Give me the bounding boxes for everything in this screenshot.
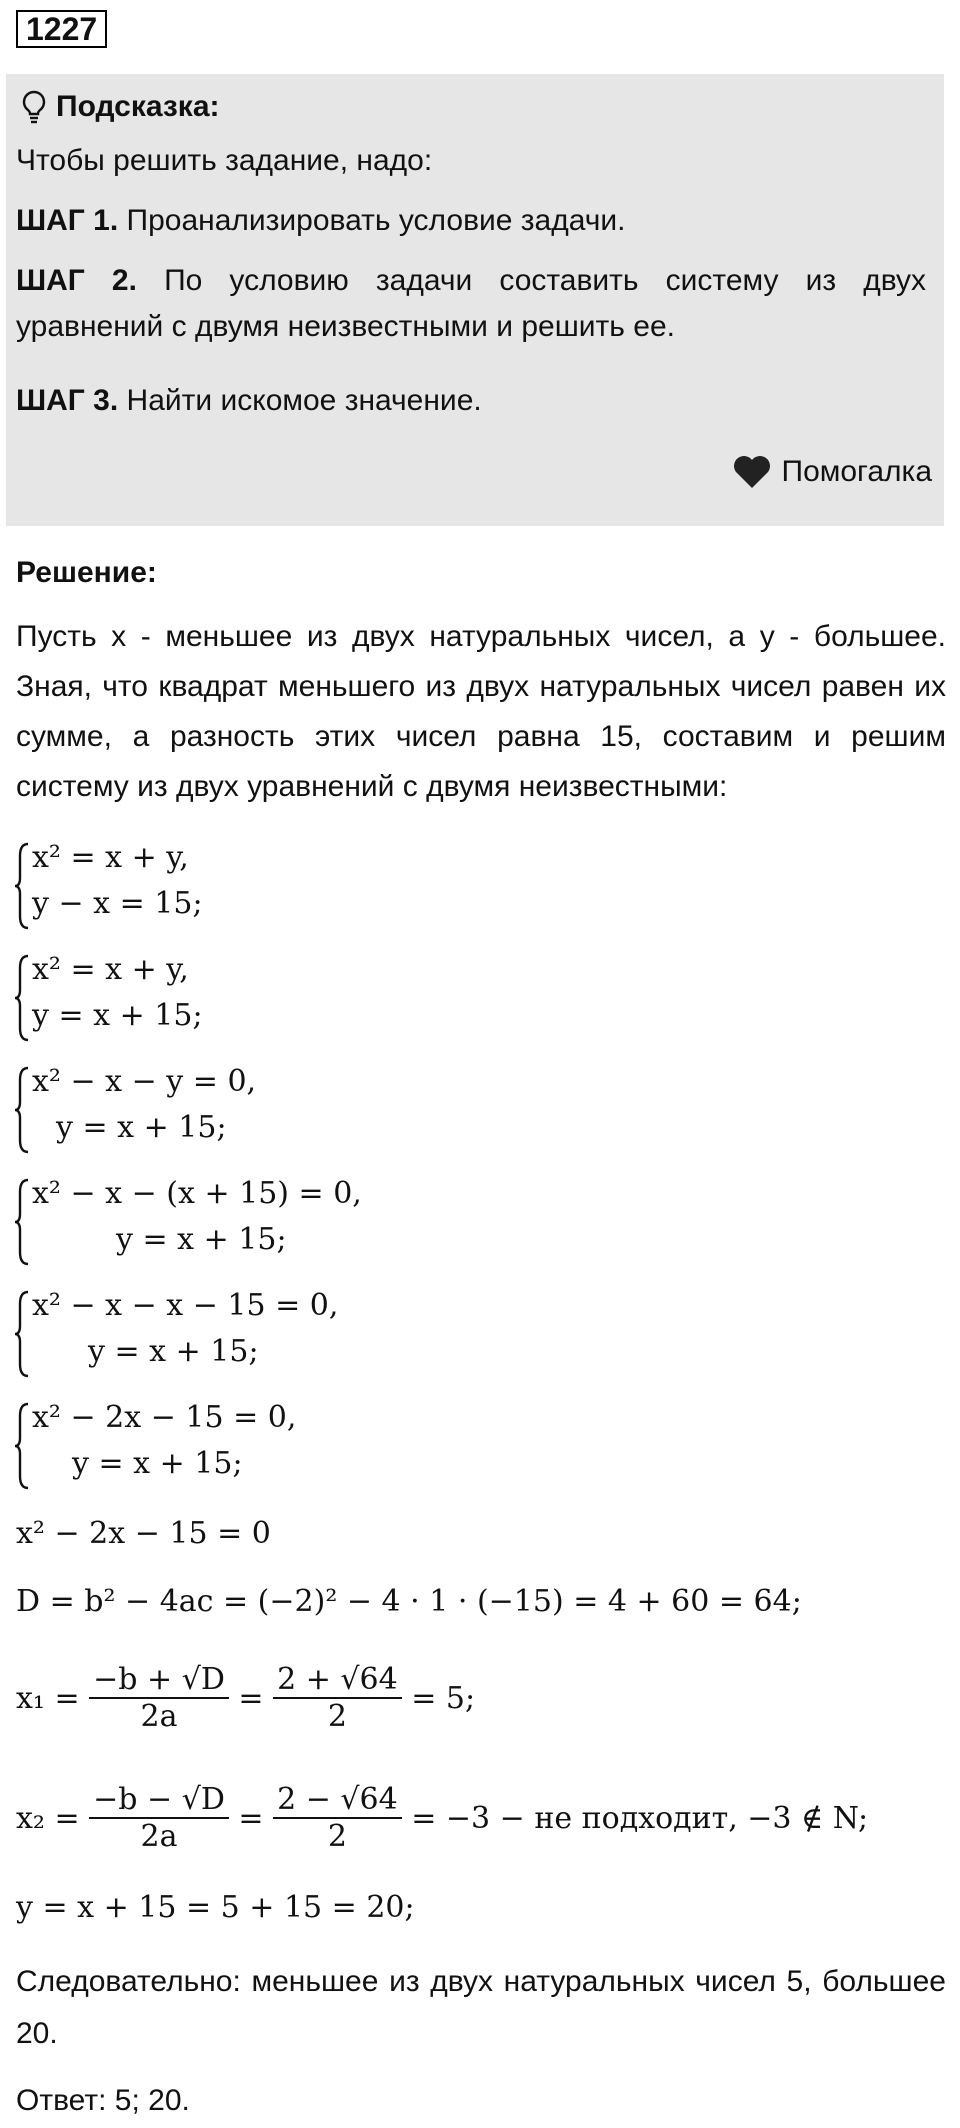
- brace-icon: [14, 1064, 30, 1156]
- task-number: 1227: [16, 10, 107, 48]
- system-line-1: x² = x + y,: [32, 952, 189, 987]
- denominator: 2a: [140, 1699, 178, 1734]
- discriminant-line: D = b² − 4ac = (−2)² − 4 · 1 · (−15) = 4 + 60 = 64;: [16, 1584, 802, 1619]
- numerator: −b + √D: [89, 1662, 229, 1699]
- solution-intro: Пусть x - меньшее из двух натуральных чисел, а y - большее. Зная, что квадрат меньшего из двух натуральных чисел равен их сумме, а разность этих чисел равна 15, составим и решим систему из двух уравнений с двумя неизвестными:: [16, 620, 946, 803]
- denominator: 2: [327, 1819, 347, 1854]
- x1-value-fraction: [273, 1662, 402, 1734]
- hint-step-2: [16, 258, 926, 350]
- step-label: ШАГ 1.: [16, 204, 119, 237]
- system-line-1: x² − x − (x + 15) = 0,: [32, 1176, 362, 1211]
- x1-result: = 5;: [411, 1680, 476, 1716]
- brace-icon: [14, 840, 30, 932]
- hint-box: [6, 74, 944, 526]
- x2-line: x₂ = $\frac{-b - √D}{2a}$ = $\frac{2 - √64}{2}$ = −3 − не подходит, −3 ∉ N;: [16, 1782, 869, 1854]
- quadratic-equation: x² − 2x − 15 = 0: [16, 1516, 271, 1551]
- x1-lhs: x₁ =: [16, 1680, 80, 1716]
- system-line-2: y = x + 15;: [72, 1446, 243, 1481]
- step-text: Проанализировать условие задачи.: [126, 204, 626, 237]
- hint-step-3: [16, 378, 926, 424]
- denominator: 2a: [140, 1819, 178, 1854]
- system-line-1: x² = x + y,: [32, 840, 189, 875]
- numerator: −b − √D: [89, 1782, 229, 1819]
- system-line-2: y − x = 15;: [32, 886, 203, 921]
- brace-icon: [14, 1288, 30, 1380]
- helper-link-label: Помогалка: [781, 455, 932, 488]
- brace-icon: [14, 1400, 30, 1492]
- solution-title: Решение:: [16, 556, 157, 589]
- hint-title-text: Подсказка:: [56, 90, 220, 123]
- conclusion: Следовательно: меньшее из двух натуральных чисел 5, большее 20.: [16, 1965, 946, 2050]
- hint-intro: Чтобы решить задание, надо:: [16, 144, 433, 177]
- brace-icon: [14, 952, 30, 1044]
- system-line-2: y = x + 15;: [88, 1334, 259, 1369]
- hint-step-1: [16, 198, 926, 244]
- helper-link[interactable]: [732, 454, 933, 490]
- heart-icon: [732, 454, 772, 490]
- x1-line: x₁ = $\frac{-b + √D}{2a}$ = $\frac{2 + √64}{2}$ = 5;: [16, 1662, 476, 1734]
- step-label: ШАГ 3.: [16, 384, 119, 417]
- system-line-2: y = x + 15;: [56, 1110, 227, 1145]
- numerator: 2 − √64: [273, 1782, 402, 1819]
- x2-result: = −3 − не подходит, −3 ∉ N;: [411, 1800, 869, 1836]
- lightbulb-icon: [22, 90, 46, 124]
- x2-formula-fraction: [89, 1782, 229, 1854]
- denominator: 2: [327, 1699, 347, 1734]
- system-line-1: x² − 2x − 15 = 0,: [32, 1400, 297, 1435]
- brace-icon: [14, 1176, 30, 1268]
- answer: Ответ: 5; 20.: [16, 2084, 190, 2117]
- y-line: y = x + 15 = 5 + 15 = 20;: [16, 1890, 415, 1925]
- x2-lhs: x₂ =: [16, 1800, 80, 1836]
- step-label: ШАГ 2.: [16, 264, 137, 297]
- hint-title: [22, 90, 220, 124]
- numerator: 2 + √64: [273, 1662, 402, 1699]
- system-line-2: y = x + 15;: [116, 1222, 287, 1257]
- step-text: Найти искомое значение.: [126, 384, 482, 417]
- step-text: По условию задачи составить систему из двух уравнений с двумя неизвестными и решить ее.: [16, 264, 926, 343]
- system-line-1: x² − x − x − 15 = 0,: [32, 1288, 339, 1323]
- system-line-2: y = x + 15;: [32, 998, 203, 1033]
- system-line-1: x² − x − y = 0,: [32, 1064, 257, 1099]
- x1-formula-fraction: [89, 1662, 229, 1734]
- x2-value-fraction: [273, 1782, 402, 1854]
